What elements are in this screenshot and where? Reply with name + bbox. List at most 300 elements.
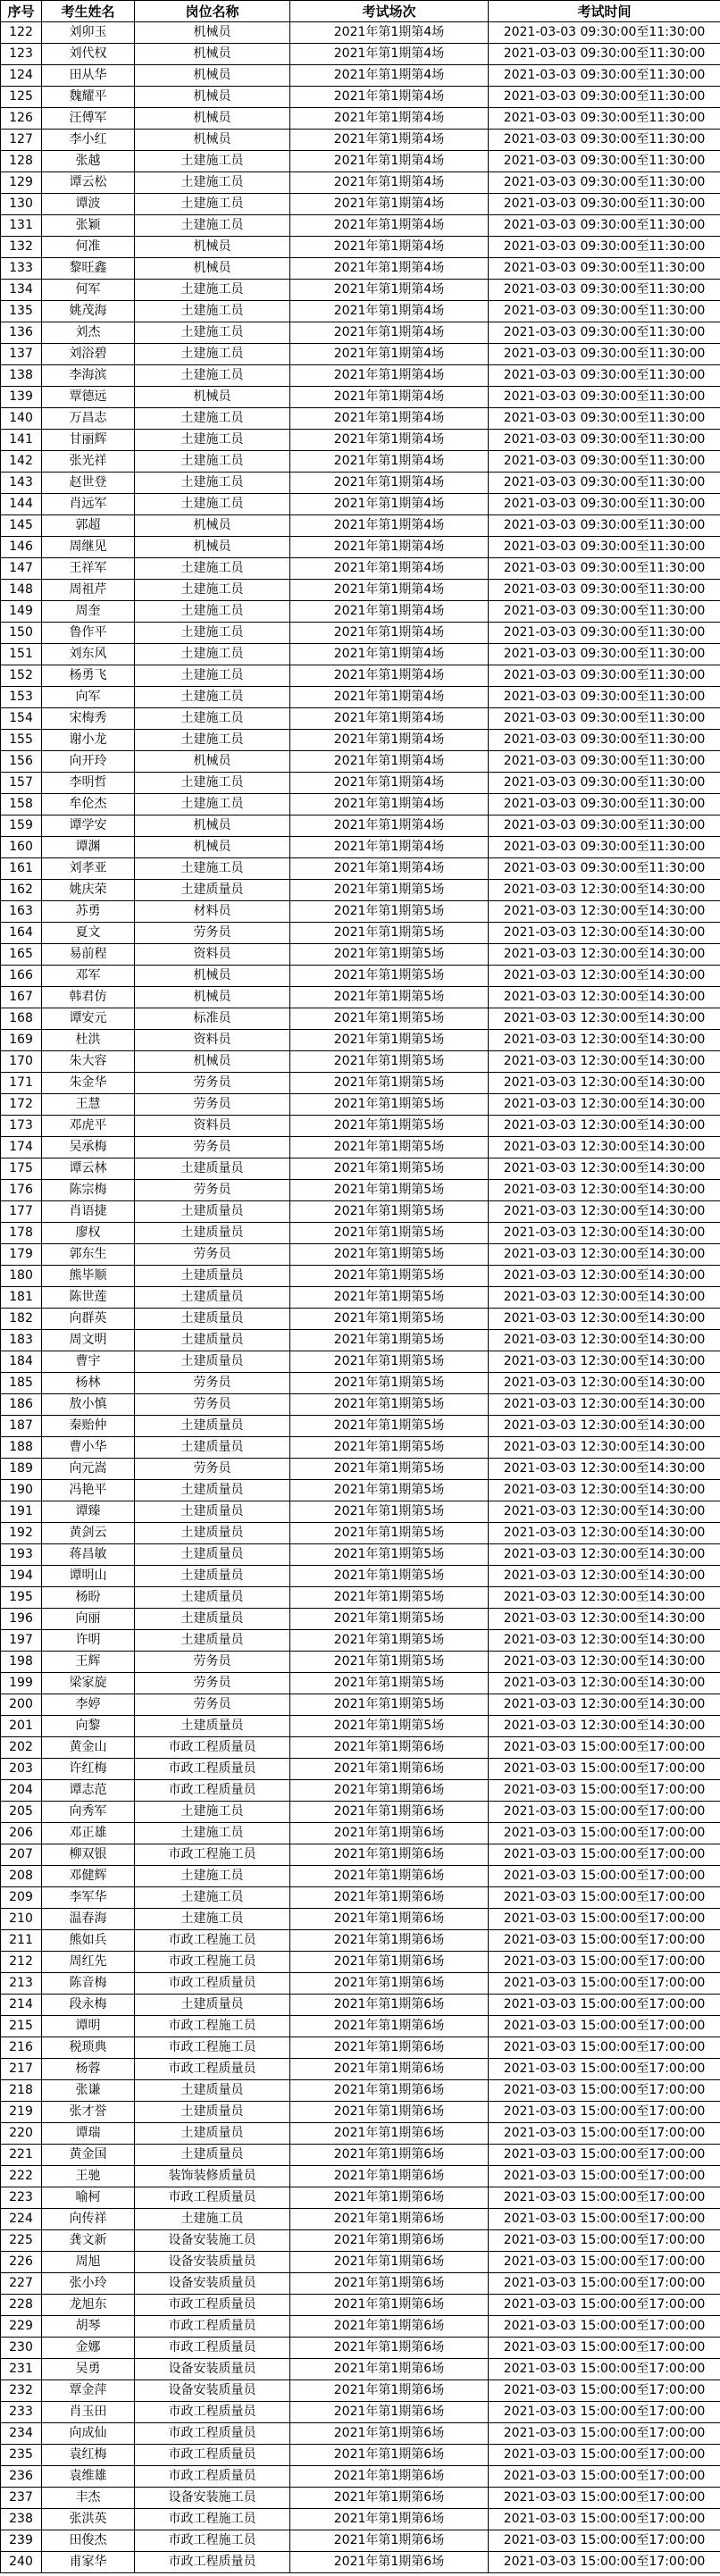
candidate-name-cell: 张越 [42,151,135,172]
table-row [1,387,720,408]
position-name-cell: 土建施工员 [135,494,290,515]
position-name-cell: 土建质量员 [135,1437,290,1459]
table-row [1,1244,720,1266]
position-name-cell: 土建质量员 [135,2102,290,2123]
position-name-cell: 机械员 [135,387,290,408]
position-name-cell: 劳务员 [135,1694,290,1716]
serial-number-cell: 135 [1,301,42,322]
serial-number-cell: 227 [1,2273,42,2295]
serial-number-cell: 174 [1,1137,42,1158]
position-name-cell: 土建施工员 [135,344,290,365]
exam-session-cell: 2021年第1期第6场 [290,2102,489,2123]
candidate-name-cell: 李婷 [42,1694,135,1716]
candidate-name-cell: 谭云林 [42,1158,135,1180]
candidate-name-cell: 谭波 [42,194,135,215]
candidate-name-cell: 甘丽辉 [42,430,135,451]
exam-time-cell: 2021-03-03 12:30:00至14:30:00 [489,1158,720,1180]
exam-session-cell: 2021年第1期第4场 [290,215,489,237]
serial-number-cell: 221 [1,2145,42,2166]
exam-session-cell: 2021年第1期第6场 [290,2445,489,2466]
candidate-name-cell: 郭超 [42,515,135,537]
serial-number-cell: 195 [1,1587,42,1609]
position-name-cell: 资料员 [135,944,290,966]
exam-time-cell: 2021-03-03 09:30:00至11:30:00 [489,558,720,580]
serial-number-cell: 207 [1,1844,42,1866]
candidate-name-cell: 廖权 [42,1223,135,1244]
exam-time-cell: 2021-03-03 15:00:00至17:00:00 [489,1909,720,1930]
serial-number-cell: 216 [1,2037,42,2059]
candidate-name-cell: 张颖 [42,215,135,237]
position-name-cell: 市政工程质量员 [135,2402,290,2423]
exam-time-cell: 2021-03-03 15:00:00至17:00:00 [489,2102,720,2123]
candidate-name-cell: 柳双银 [42,1844,135,1866]
serial-number-cell: 230 [1,2338,42,2359]
exam-session-cell: 2021年第1期第4场 [290,258,489,280]
candidate-name-cell: 朱大容 [42,1051,135,1073]
exam-time-cell: 2021-03-03 09:30:00至11:30:00 [489,601,720,623]
table-row [1,773,720,794]
exam-time-cell: 2021-03-03 15:00:00至17:00:00 [489,2230,720,2252]
exam-session-cell: 2021年第1期第6场 [290,2466,489,2488]
exam-session-cell: 2021年第1期第6场 [290,1887,489,1909]
exam-time-cell: 2021-03-03 09:30:00至11:30:00 [489,708,720,730]
exam-session-cell: 2021年第1期第4场 [290,473,489,494]
serial-number-cell: 222 [1,2166,42,2187]
table-row [1,2488,720,2509]
candidate-name-cell: 向传祥 [42,2209,135,2230]
candidate-name-cell: 曹小华 [42,1437,135,1459]
serial-number-cell: 137 [1,344,42,365]
exam-time-cell: 2021-03-03 12:30:00至14:30:00 [489,1480,720,1501]
exam-session-cell: 2021年第1期第5场 [290,1266,489,1287]
exam-session-cell: 2021年第1期第5场 [290,987,489,1008]
position-name-cell: 机械员 [135,515,290,537]
table-row [1,2016,720,2037]
serial-number-cell: 128 [1,151,42,172]
table-row [1,2445,720,2466]
table-row [1,2359,720,2380]
exam-session-cell: 2021年第1期第4场 [290,708,489,730]
position-name-cell: 市政工程质量员 [135,1780,290,1802]
exam-session-cell: 2021年第1期第4场 [290,494,489,515]
serial-number-cell: 217 [1,2059,42,2080]
exam-time-cell: 2021-03-03 15:00:00至17:00:00 [489,1952,720,1973]
table-row [1,494,720,515]
candidate-name-cell: 杨林 [42,1373,135,1394]
table-row [1,901,720,923]
exam-session-cell: 2021年第1期第6场 [290,2080,489,2102]
exam-session-cell: 2021年第1期第4场 [290,108,489,130]
exam-session-cell: 2021年第1期第4场 [290,130,489,151]
candidate-name-cell: 谭云松 [42,172,135,194]
table-row [1,730,720,751]
candidate-name-cell: 谭安元 [42,1008,135,1030]
position-name-cell: 土建施工员 [135,558,290,580]
table-row [1,1266,720,1287]
candidate-name-cell: 蒋昌敏 [42,1544,135,1566]
table-row [1,837,720,858]
exam-time-cell: 2021-03-03 09:30:00至11:30:00 [489,451,720,473]
serial-number-cell: 176 [1,1180,42,1201]
table-row [1,2037,720,2059]
position-name-cell: 市政工程施工员 [135,1952,290,1973]
serial-number-cell: 213 [1,1973,42,1995]
serial-number-cell: 150 [1,623,42,644]
table-row [1,194,720,215]
table-row [1,1394,720,1416]
exam-session-cell: 2021年第1期第6场 [290,2530,489,2552]
position-name-cell: 土建质量员 [135,2080,290,2102]
candidate-name-cell: 吴勇 [42,2359,135,2380]
exam-time-cell: 2021-03-03 12:30:00至14:30:00 [489,1373,720,1394]
candidate-name-cell: 谭学安 [42,815,135,837]
serial-number-cell: 147 [1,558,42,580]
exam-session-cell: 2021年第1期第5场 [290,1694,489,1716]
table-row [1,22,720,44]
candidate-name-cell: 赵世登 [42,473,135,494]
serial-number-cell: 165 [1,944,42,966]
serial-number-cell: 240 [1,2552,42,2573]
exam-time-cell: 2021-03-03 09:30:00至11:30:00 [489,858,720,880]
table-row [1,1737,720,1759]
position-name-cell: 市政工程质量员 [135,2445,290,2466]
candidate-name-cell: 冯艳平 [42,1480,135,1501]
exam-session-cell: 2021年第1期第6场 [290,2187,489,2209]
position-name-cell: 设备安装质量员 [135,2252,290,2273]
exam-time-cell: 2021-03-03 12:30:00至14:30:00 [489,1266,720,1287]
position-name-cell: 土建质量员 [135,880,290,901]
serial-number-cell: 231 [1,2359,42,2380]
serial-number-cell: 199 [1,1673,42,1694]
position-name-cell: 土建质量员 [135,1566,290,1587]
table-row [1,451,720,473]
exam-time-cell: 2021-03-03 12:30:00至14:30:00 [489,1587,720,1609]
table-row [1,1887,720,1909]
table-row [1,2166,720,2187]
position-name-cell: 设备安装质量员 [135,2359,290,2380]
exam-session-cell: 2021年第1期第4场 [290,730,489,751]
serial-number-cell: 143 [1,473,42,494]
exam-session-cell: 2021年第1期第6场 [290,2252,489,2273]
exam-session-cell: 2021年第1期第6场 [290,1737,489,1759]
candidate-name-cell: 万昌志 [42,408,135,430]
exam-time-cell: 2021-03-03 15:00:00至17:00:00 [489,2209,720,2230]
candidate-name-cell: 何军 [42,280,135,301]
exam-session-cell: 2021年第1期第6场 [290,1866,489,1887]
exam-time-cell: 2021-03-03 09:30:00至11:30:00 [489,280,720,301]
serial-number-cell: 191 [1,1501,42,1523]
exam-time-cell: 2021-03-03 12:30:00至14:30:00 [489,1094,720,1116]
exam-time-cell: 2021-03-03 09:30:00至11:30:00 [489,237,720,258]
exam-time-cell: 2021-03-03 15:00:00至17:00:00 [489,2359,720,2380]
position-name-cell: 资料员 [135,1116,290,1137]
serial-number-cell: 177 [1,1201,42,1223]
table-row [1,301,720,322]
serial-number-cell: 215 [1,2016,42,2037]
exam-time-cell: 2021-03-03 12:30:00至14:30:00 [489,1566,720,1587]
exam-time-cell: 2021-03-03 15:00:00至17:00:00 [489,1844,720,1866]
serial-number-cell: 158 [1,794,42,815]
table-row [1,1180,720,1201]
exam-time-cell: 2021-03-03 09:30:00至11:30:00 [489,794,720,815]
exam-session-cell: 2021年第1期第4场 [290,151,489,172]
candidate-name-cell: 周文明 [42,1330,135,1351]
exam-session-cell: 2021年第1期第6场 [290,2380,489,2402]
candidate-name-cell: 汪傅军 [42,108,135,130]
candidate-name-cell: 温春海 [42,1909,135,1930]
candidate-name-cell: 肖远军 [42,494,135,515]
table-row [1,1630,720,1652]
exam-time-cell: 2021-03-03 09:30:00至11:30:00 [489,22,720,44]
exam-time-cell: 2021-03-03 15:00:00至17:00:00 [489,2509,720,2530]
exam-time-cell: 2021-03-03 15:00:00至17:00:00 [489,2488,720,2509]
position-name-cell: 土建施工员 [135,1887,290,1909]
candidate-name-cell: 田俊杰 [42,2530,135,2552]
serial-number-cell: 206 [1,1823,42,1844]
candidate-name-cell: 郭东生 [42,1244,135,1266]
exam-session-cell: 2021年第1期第6场 [290,1844,489,1866]
serial-number-cell: 182 [1,1309,42,1330]
exam-time-cell: 2021-03-03 15:00:00至17:00:00 [489,1973,720,1995]
serial-number-cell: 232 [1,2380,42,2402]
candidate-name-cell: 胡琴 [42,2316,135,2338]
exam-session-cell: 2021年第1期第5场 [290,1459,489,1480]
exam-session-cell: 2021年第1期第5场 [290,1587,489,1609]
header-candidate-name: 考生姓名 [42,1,135,22]
exam-session-cell: 2021年第1期第5场 [290,1030,489,1051]
exam-session-cell: 2021年第1期第4场 [290,194,489,215]
serial-number-cell: 132 [1,237,42,258]
exam-time-cell: 2021-03-03 09:30:00至11:30:00 [489,773,720,794]
table-row [1,1351,720,1373]
table-row [1,1759,720,1780]
candidate-name-cell: 向群英 [42,1309,135,1330]
candidate-name-cell: 杨蓉 [42,2059,135,2080]
table-row [1,1201,720,1223]
serial-number-cell: 201 [1,1716,42,1737]
position-name-cell: 机械员 [135,44,290,65]
position-name-cell: 设备安装质量员 [135,2380,290,2402]
exam-session-cell: 2021年第1期第5场 [290,1180,489,1201]
serial-number-cell: 125 [1,87,42,108]
exam-session-cell: 2021年第1期第4场 [290,44,489,65]
serial-number-cell: 226 [1,2252,42,2273]
table-row [1,2123,720,2145]
candidate-name-cell: 何准 [42,237,135,258]
position-name-cell: 市政工程施工员 [135,2037,290,2059]
table-row [1,1008,720,1030]
exam-session-cell: 2021年第1期第4场 [290,65,489,87]
serial-number-cell: 225 [1,2230,42,2252]
exam-time-cell: 2021-03-03 15:00:00至17:00:00 [489,2252,720,2273]
candidate-name-cell: 王慧 [42,1094,135,1116]
candidate-name-cell: 谭志范 [42,1780,135,1802]
exam-session-cell: 2021年第1期第6场 [290,2209,489,2230]
exam-time-cell: 2021-03-03 12:30:00至14:30:00 [489,1008,720,1030]
position-name-cell: 土建施工员 [135,1909,290,1930]
exam-session-cell: 2021年第1期第6场 [290,2295,489,2316]
serial-number-cell: 141 [1,430,42,451]
position-name-cell: 市政工程质量员 [135,1759,290,1780]
candidate-name-cell: 黄剑云 [42,1523,135,1544]
position-name-cell: 机械员 [135,987,290,1008]
candidate-name-cell: 王驰 [42,2166,135,2187]
table-row [1,408,720,430]
exam-time-cell: 2021-03-03 09:30:00至11:30:00 [489,365,720,387]
exam-session-cell: 2021年第1期第6场 [290,1995,489,2016]
serial-number-cell: 236 [1,2466,42,2488]
exam-time-cell: 2021-03-03 09:30:00至11:30:00 [489,815,720,837]
exam-time-cell: 2021-03-03 15:00:00至17:00:00 [489,1759,720,1780]
table-row [1,108,720,130]
position-name-cell: 市政工程质量员 [135,2423,290,2445]
candidate-name-cell: 曹宇 [42,1351,135,1373]
exam-time-cell: 2021-03-03 09:30:00至11:30:00 [489,644,720,665]
table-row [1,1094,720,1116]
table-row [1,258,720,280]
candidate-name-cell: 袁维雄 [42,2466,135,2488]
exam-session-cell: 2021年第1期第6场 [290,1930,489,1952]
exam-session-cell: 2021年第1期第5场 [290,880,489,901]
table-row [1,2530,720,2552]
position-name-cell: 土建质量员 [135,1523,290,1544]
serial-number-cell: 193 [1,1544,42,1566]
serial-number-cell: 168 [1,1008,42,1030]
serial-number-cell: 178 [1,1223,42,1244]
exam-time-cell: 2021-03-03 12:30:00至14:30:00 [489,1201,720,1223]
exam-session-cell: 2021年第1期第5场 [290,1394,489,1416]
candidate-name-cell: 张洪英 [42,2509,135,2530]
candidate-name-cell: 梁家旋 [42,1673,135,1694]
table-row [1,2187,720,2209]
exam-session-cell: 2021年第1期第6场 [290,1823,489,1844]
exam-time-cell: 2021-03-03 15:00:00至17:00:00 [489,2423,720,2445]
header-serial-number: 序号 [1,1,42,22]
position-name-cell: 市政工程质量员 [135,1973,290,1995]
table-row [1,944,720,966]
candidate-name-cell: 谢小龙 [42,730,135,751]
candidate-name-cell: 吴承梅 [42,1137,135,1158]
exam-session-cell: 2021年第1期第5场 [290,1223,489,1244]
exam-session-cell: 2021年第1期第4场 [290,344,489,365]
table-row [1,1952,720,1973]
serial-number-cell: 152 [1,665,42,687]
exam-time-cell: 2021-03-03 09:30:00至11:30:00 [489,387,720,408]
exam-time-cell: 2021-03-03 12:30:00至14:30:00 [489,880,720,901]
exam-session-cell: 2021年第1期第5场 [290,1716,489,1737]
table-row [1,2145,720,2166]
serial-number-cell: 124 [1,65,42,87]
exam-session-cell: 2021年第1期第4场 [290,665,489,687]
exam-session-cell: 2021年第1期第6场 [290,1973,489,1995]
exam-session-cell: 2021年第1期第4场 [290,237,489,258]
exam-session-cell: 2021年第1期第5场 [290,1501,489,1523]
table-row [1,1073,720,1094]
candidate-name-cell: 李明哲 [42,773,135,794]
exam-time-cell: 2021-03-03 09:30:00至11:30:00 [489,687,720,708]
position-name-cell: 设备安装质量员 [135,2273,290,2295]
serial-number-cell: 122 [1,22,42,44]
exam-time-cell: 2021-03-03 15:00:00至17:00:00 [489,2059,720,2080]
exam-time-cell: 2021-03-03 12:30:00至14:30:00 [489,1394,720,1416]
position-name-cell: 机械员 [135,130,290,151]
exam-session-cell: 2021年第1期第5场 [290,1201,489,1223]
serial-number-cell: 192 [1,1523,42,1544]
table-row [1,430,720,451]
exam-time-cell: 2021-03-03 12:30:00至14:30:00 [489,987,720,1008]
candidate-name-cell: 覃金萍 [42,2380,135,2402]
exam-session-cell: 2021年第1期第4场 [290,623,489,644]
table-row [1,365,720,387]
exam-session-cell: 2021年第1期第6场 [290,1759,489,1780]
table-row [1,1287,720,1309]
candidate-name-cell: 鲁作平 [42,623,135,644]
candidate-name-cell: 陈宗梅 [42,1180,135,1201]
table-row [1,130,720,151]
candidate-name-cell: 向成仙 [42,2423,135,2445]
table-row [1,1673,720,1694]
exam-time-cell: 2021-03-03 09:30:00至11:30:00 [489,322,720,344]
exam-session-cell: 2021年第1期第6场 [290,2273,489,2295]
exam-session-cell: 2021年第1期第5场 [290,1566,489,1587]
position-name-cell: 市政工程施工员 [135,2509,290,2530]
position-name-cell: 劳务员 [135,1459,290,1480]
position-name-cell: 土建质量员 [135,1201,290,1223]
serial-number-cell: 134 [1,280,42,301]
exam-time-cell: 2021-03-03 12:30:00至14:30:00 [489,1051,720,1073]
candidate-name-cell: 苏勇 [42,901,135,923]
exam-session-cell: 2021年第1期第5场 [290,1244,489,1266]
candidate-name-cell: 朱金华 [42,1073,135,1094]
exam-session-cell: 2021年第1期第5场 [290,1287,489,1309]
serial-number-cell: 127 [1,130,42,151]
position-name-cell: 机械员 [135,65,290,87]
serial-number-cell: 172 [1,1094,42,1116]
serial-number-cell: 210 [1,1909,42,1930]
serial-number-cell: 166 [1,966,42,987]
exam-time-cell: 2021-03-03 12:30:00至14:30:00 [489,1716,720,1737]
candidate-name-cell: 张才誉 [42,2102,135,2123]
exam-time-cell: 2021-03-03 15:00:00至17:00:00 [489,1995,720,2016]
position-name-cell: 机械员 [135,837,290,858]
exam-session-cell: 2021年第1期第6场 [290,2509,489,2530]
position-name-cell: 土建施工员 [135,473,290,494]
exam-session-cell: 2021年第1期第6场 [290,1802,489,1823]
exam-time-cell: 2021-03-03 09:30:00至11:30:00 [489,44,720,65]
position-name-cell: 土建施工员 [135,1802,290,1823]
table-row [1,1137,720,1158]
exam-session-cell: 2021年第1期第6场 [290,2166,489,2187]
serial-number-cell: 146 [1,537,42,558]
exam-session-cell: 2021年第1期第4场 [290,558,489,580]
serial-number-cell: 183 [1,1330,42,1351]
exam-time-cell: 2021-03-03 15:00:00至17:00:00 [489,2016,720,2037]
position-name-cell: 土建施工员 [135,172,290,194]
exam-time-cell: 2021-03-03 09:30:00至11:30:00 [489,130,720,151]
position-name-cell: 土建质量员 [135,1416,290,1437]
position-name-cell: 土建质量员 [135,1266,290,1287]
serial-number-cell: 144 [1,494,42,515]
table-row [1,151,720,172]
exam-session-cell: 2021年第1期第4场 [290,794,489,815]
serial-number-cell: 130 [1,194,42,215]
position-name-cell: 劳务员 [135,923,290,944]
candidate-name-cell: 邓虎平 [42,1116,135,1137]
serial-number-cell: 156 [1,751,42,773]
serial-number-cell: 212 [1,1952,42,1973]
serial-number-cell: 238 [1,2509,42,2530]
table-row [1,923,720,944]
